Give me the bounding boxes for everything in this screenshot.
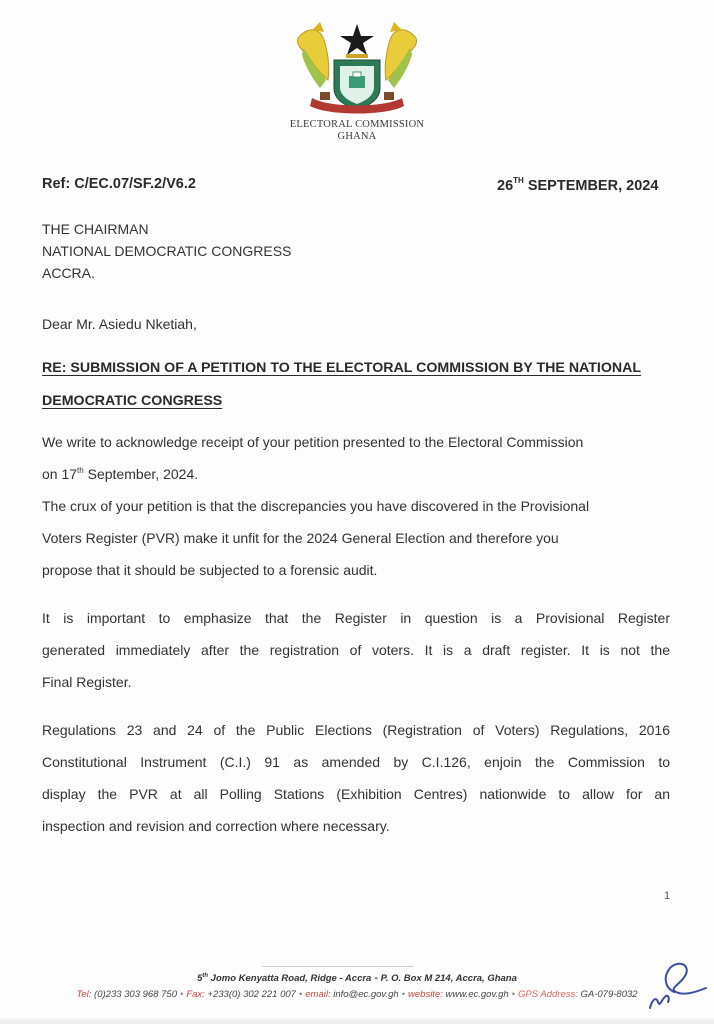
paragraph-2-line-1: The crux of your petition is that the discrepancies you have discovered in the Provisional xyxy=(42,498,590,514)
fax-value: +233(0) 302 221 007 xyxy=(204,989,296,1000)
paragraph-3-line-1: It is important to emphasize that the Register in question is a Provisional Register xyxy=(42,610,670,626)
separator: • xyxy=(179,989,184,1000)
paragraph-1-line-1: We write to acknowledge receipt of your petition presented to the Electoral Commission xyxy=(42,434,584,450)
reference-number: Ref: C/EC.07/SF.2/V6.2 xyxy=(42,176,196,192)
subject-line-1: RE: SUBMISSION OF A PETITION TO THE ELECTORAL COMMISSION BY THE NATIONAL xyxy=(42,360,642,376)
text: September, 2024. xyxy=(83,466,199,482)
separator: • xyxy=(401,989,406,1000)
ordinal-suffix: th xyxy=(77,466,84,475)
tel-value: (0)233 303 968 750 xyxy=(91,989,177,1000)
tel-label: Tel: xyxy=(76,989,92,1000)
handwritten-initials-icon xyxy=(646,958,710,1010)
separator: • xyxy=(298,989,303,1000)
paragraph-2-line-2: Voters Register (PVR) make it unfit for the 2024 General Election and therefore you xyxy=(42,530,559,546)
paragraph-3-line-3: Final Register. xyxy=(42,674,132,690)
salutation: Dear Mr. Asiedu Nketiah, xyxy=(42,316,197,332)
po-box: P. O. Box M 214, Accra, Ghana xyxy=(380,973,517,984)
date-day: 26 xyxy=(497,178,514,194)
date-suffix: TH xyxy=(513,176,524,185)
footer-contacts xyxy=(0,989,714,1000)
street-address: Jomo Kenyatta Road, Ridge - Accra xyxy=(208,973,372,984)
ordinal-suffix: th xyxy=(202,973,209,979)
website-label: website: xyxy=(408,989,443,1000)
gps-value: GA-079-8032 xyxy=(577,989,638,1000)
letter-date xyxy=(497,176,658,194)
paragraph-4-line-4: inspection and revision and correction where necessary. xyxy=(42,818,390,834)
scan-edge xyxy=(0,1018,714,1024)
text: 5 xyxy=(197,973,203,984)
fax-label: Fax: xyxy=(186,989,205,1000)
paragraph-4-line-2: Constitutional Instrument (C.I.) 91 as amended by C.I.126, enjoin the Commission to xyxy=(42,754,670,770)
date-month-year: SEPTEMBER, 2024 xyxy=(523,178,659,194)
separator: • xyxy=(374,973,378,984)
gps-label: GPS Address: xyxy=(518,989,578,1000)
subject-line-2: DEMOCRATIC CONGRESS xyxy=(42,393,223,409)
org-country: GHANA xyxy=(337,131,377,142)
org-name: ELECTORAL COMMISSION xyxy=(289,119,425,130)
page-number: 1 xyxy=(664,890,671,902)
footer-divider xyxy=(262,966,414,967)
paragraph-4-line-1: Regulations 23 and 24 of the Public Elections (Registration of Voters) Regulations, 2016 xyxy=(42,722,670,738)
text: on 17 xyxy=(42,466,78,482)
separator: • xyxy=(511,989,516,1000)
website-link[interactable]: www.ec.gov.gh xyxy=(442,989,509,1000)
paragraph-2-line-3: propose that it should be subjected to a forensic audit. xyxy=(42,562,378,578)
electoral-commission-crest-icon xyxy=(290,18,424,118)
recipient-organization: NATIONAL DEMOCRATIC CONGRESS xyxy=(42,243,292,259)
footer-address xyxy=(0,973,714,984)
recipient-city: ACCRA. xyxy=(42,265,95,281)
paragraph-1-line-2 xyxy=(42,466,198,482)
recipient-title: THE CHAIRMAN xyxy=(42,221,149,237)
email-link[interactable]: info@ec.gov.gh xyxy=(330,989,399,1000)
email-label: email: xyxy=(305,989,331,1000)
paragraph-4-line-3: display the PVR at all Polling Stations (Exhibition Centres) nationwide to allow for an xyxy=(42,786,670,802)
paragraph-3-line-2: generated immediately after the registration of voters. It is a draft register. It is not the xyxy=(42,642,670,658)
